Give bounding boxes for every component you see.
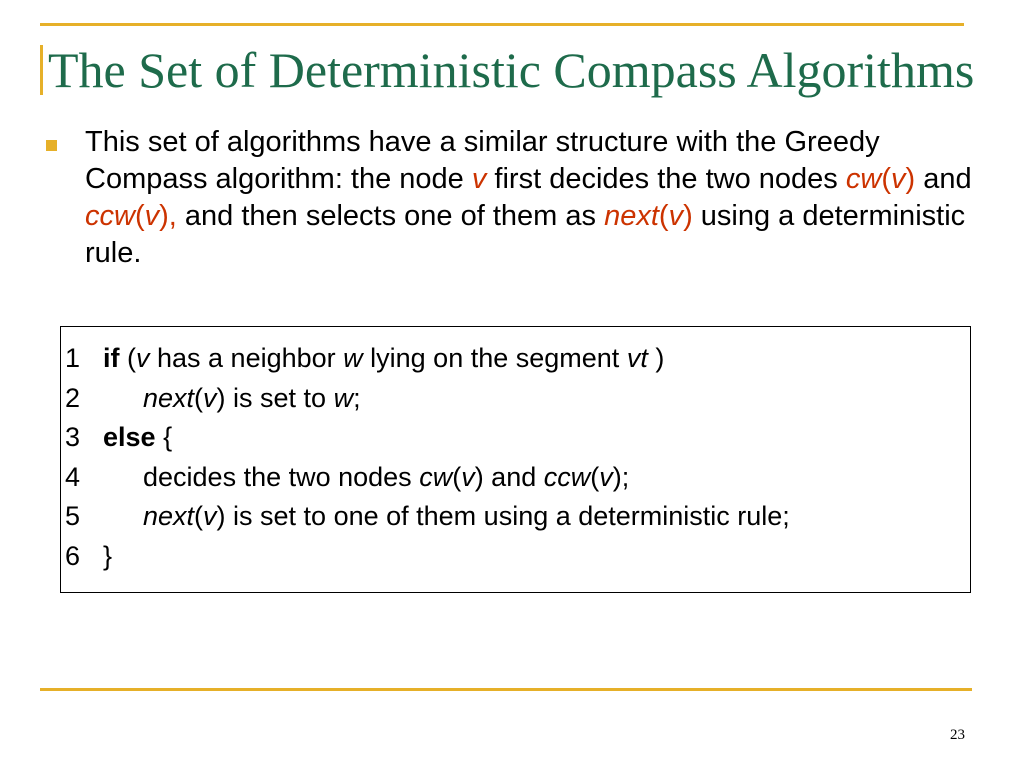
code-text: ; <box>353 382 361 413</box>
code-text: ( <box>590 461 600 492</box>
node-v: v <box>144 200 160 232</box>
code-text: ) <box>647 343 665 373</box>
var-v: v <box>136 343 150 373</box>
code-line-5 <box>65 497 970 537</box>
code-text: ( <box>194 501 204 531</box>
keyword-if: if <box>103 343 120 373</box>
square-bullet-icon <box>46 140 57 151</box>
paren: ) <box>905 163 916 195</box>
line-number: 4 <box>65 461 81 492</box>
bullet-text-part: This set of algorithms have a similar structure with the Greedy Compass algorithm: the node <box>85 126 880 195</box>
func-next: next <box>143 382 195 413</box>
line-number: 5 <box>65 501 81 531</box>
code-text: ); <box>612 461 630 492</box>
bullet-text-part: and then selects one of them as <box>176 200 605 232</box>
paren: ) <box>683 200 693 232</box>
func-ccw: ccw <box>543 461 591 492</box>
page-number: 23 <box>950 727 965 743</box>
code-line-2 <box>65 379 970 419</box>
bottom-rule <box>40 688 972 691</box>
bullet-text-part: and <box>915 163 972 195</box>
code-text: ) and <box>474 461 544 492</box>
bullet-text <box>85 124 975 272</box>
code-line-1 <box>65 339 970 379</box>
var-vt: vt <box>626 343 648 373</box>
code-text: ( <box>452 461 462 492</box>
bullet-text-part: using a deterministic rule. <box>85 200 966 269</box>
paren: ), <box>159 200 177 232</box>
code-text: ) is set to one of them using a deterministic rule; <box>216 501 790 531</box>
code-line-6 <box>65 537 970 577</box>
paren: ( <box>658 200 669 232</box>
line-number: 6 <box>65 540 81 571</box>
cw-term: cw <box>845 163 882 195</box>
paren: ( <box>134 200 145 232</box>
var-w: w <box>343 343 363 373</box>
func-cw: cw <box>419 461 453 492</box>
top-rule <box>40 23 964 26</box>
var-w: w <box>333 382 354 413</box>
func-next: next <box>143 501 195 531</box>
code-text: } <box>103 540 113 571</box>
code-text: ) is set to <box>216 382 334 413</box>
node-v: v <box>668 200 684 232</box>
code-text: lying on the segment <box>362 343 627 373</box>
node-v: v <box>471 163 487 195</box>
line-number: 3 <box>65 422 81 452</box>
code-text: has a neighbor <box>149 343 344 373</box>
line-number: 1 <box>65 343 81 373</box>
code-line-4 <box>65 458 970 498</box>
var-v: v <box>203 382 217 413</box>
bullet-text-part: first decides the two nodes <box>486 163 846 195</box>
code-text: ( <box>119 343 136 373</box>
paren: ( <box>881 163 891 195</box>
keyword-else: else <box>103 422 156 452</box>
var-v: v <box>599 461 613 492</box>
next-term: next <box>604 200 659 232</box>
title-left-accent <box>40 45 43 95</box>
code-text: decides the two nodes <box>143 461 420 492</box>
code-line-3 <box>65 418 970 458</box>
var-v: v <box>203 501 217 531</box>
var-v: v <box>461 461 475 492</box>
code-text: { <box>155 422 173 452</box>
slide-title: The Set of Deterministic Compass Algorithms <box>48 42 975 98</box>
node-v: v <box>890 163 906 195</box>
code-text: ( <box>194 382 204 413</box>
pseudocode-box <box>60 326 971 593</box>
line-number: 2 <box>65 382 81 413</box>
ccw-term: ccw <box>85 200 135 232</box>
